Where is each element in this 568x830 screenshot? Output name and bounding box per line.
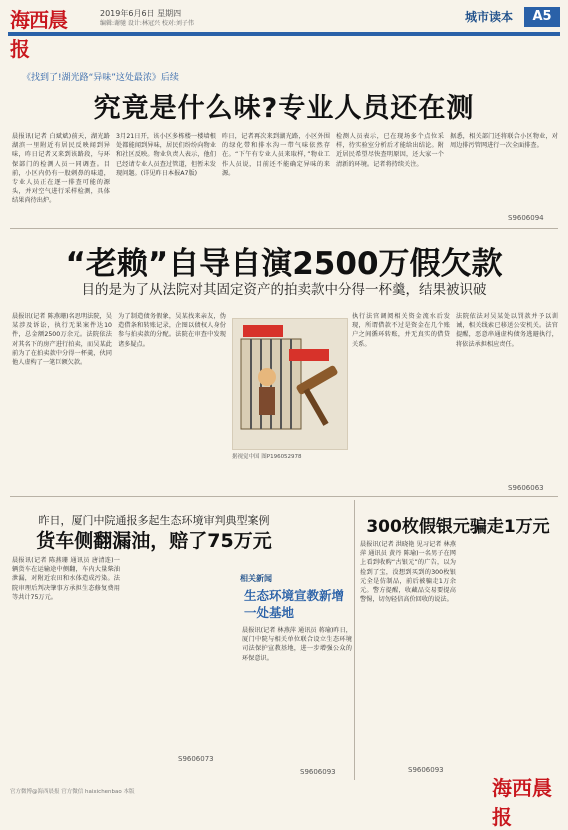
article4-col2 (460, 540, 558, 760)
photo-credit: 据视觉中国 图P196052978 (232, 454, 302, 460)
article2-illustration (232, 318, 348, 450)
article1-col2: 3月21日开，该小区多栋楼一楼墙根处都能闻到异味，居民们纷纷向物业和社区反映。物业负责人表示，他们已经请专业人员查过管道，但暂未发现问题。(详见昨日本报A7版) (116, 133, 216, 177)
header-rule (8, 32, 560, 36)
page-number: A5 (524, 7, 560, 27)
article2-col2: 为了制造债务假象，吴某找来亲友，伪造借条和转账记录，企图以债权人身份参与拍卖款的分配。法院在审查中发现诸多疑点。 (118, 313, 226, 348)
section-name: 城市读本 (465, 10, 514, 24)
masthead-logo: 海西晨报 (10, 8, 67, 61)
article1-kicker: 《找到了!湖光路“异味”这处最浓》后续 (22, 73, 179, 83)
article2-col3: 执行法官调阅相关资金流水后发现，所谓借款不过是资金在几个账户之间循环转账，并无真实的借贷关系。 (352, 313, 450, 348)
article3-col2 (124, 556, 232, 746)
article2-col4: 法院依法对吴某处以罚款并予以训诫，相关线索已移送公安机关。法官提醒，恶意串通虚构债务逃避执行，将依法承担相应责任。 (456, 313, 558, 348)
article3-headline: 货车侧翻漏油，赔了75万元 (36, 530, 272, 552)
article3-kicker: 昨日，厦门中院通报多起生态环境审判典型案例 (38, 514, 270, 527)
editors-line: 编辑:谢驰 设计:林冠兴 校对:刘子伟 (100, 20, 194, 27)
divider-2 (10, 496, 558, 497)
article2-headline: “老赖”自导自演2500万假欠款 (65, 246, 503, 282)
article2-code: S9606063 (508, 484, 544, 492)
article2-col1: 晨报讯(记者 陈燕珊)名思明法院，吴某涉及诉讼，执行无果案件达10件，总金额2500万余元。法院依法对其名下的房产进行拍卖，而吴某此前为了在拍卖款中分得一杯羹，伙同他人虚构了一笔巨额欠款。 (12, 313, 112, 367)
article2-subhead: 目的是为了从法院对其固定资产的拍卖款中分得一杯羹，结果被识破 (81, 282, 487, 298)
article1-col3: 昨日，记者再次来到湖光路，小区外围的绿化带和排水沟一带气味依然存在。“下午有专业人员来取样，”物业工作人员说，目前还不能确定异味的来源。 (222, 133, 330, 177)
vertical-divider (354, 500, 355, 780)
related-news-label: 相关新闻 (240, 574, 272, 583)
article1-col1: 晨报讯(记者 白斌斌)前天，湖光路湖滨一里附近有居民反映闻到异味，昨日记者又来到该路段，与环保部门的检测人员一同调查。目前，小区内仍有一股刺鼻的味道，专业人员正在逐一排查可能的源头，并对空气进行采样检测，具体结果尚待出炉。 (12, 133, 110, 205)
footer-text: 官方微博@海西晨报 官方微信 haixichenbao 本版 (10, 789, 135, 795)
article1-col4: 检测人员表示，已在现场多个点位采样，待实验室分析后才能给出结论。附近居民希望尽快查明原因，还大家一个清新的环境。记者将持续关注。 (336, 133, 444, 168)
issue-date: 2019年6月6日 星期四 (100, 9, 182, 18)
footer-logo: 海西晨报 (492, 776, 552, 829)
article4-headline: 300枚假银元骗走1万元 (366, 517, 550, 537)
article4-col1: 晨报讯(记者 洪晓艳 见习记者 林燕萍 通讯员 黄丹 陈瑜)一名男子在网上看到收购“古银元”的广告，以为捡到了宝，没想到买到的300枚银元全是仿制品，前后被骗走1万余元。警方提醒，收藏品交易要提高警惕，切勿轻信高价回收的说法。 (360, 541, 456, 604)
article1-col5: 据悉，相关部门还将联合小区物业，对周边排污管网进行一次全面排查。 (450, 133, 558, 150)
related-headline: 生态环境宣教新增一处基地 (244, 588, 345, 620)
article1-code: S9606094 (508, 214, 544, 222)
divider-1 (10, 228, 558, 229)
article4-code: S9606093 (408, 766, 444, 774)
article3-col1: 晨报讯(记者 陈燕珊 通讯员 唐清连)一辆货车在运输途中侧翻，车内大量柴油泄漏，对附近农田和水体造成污染。法院审理后判决肇事方承担生态修复费用等共计75万元。 (12, 557, 120, 601)
article1-headline: 究竟是什么味?专业人员还在测 (93, 93, 475, 124)
related-body: 晨报讯(记者 林燕萍 通讯员 蒋瑜)昨日，厦门中院与相关单位联合设立生态环境司法保护宣教基地，进一步增强公众的环保意识。 (242, 627, 352, 662)
article3-code: S9606073 (178, 755, 214, 763)
related-code: S9606093 (300, 768, 336, 776)
